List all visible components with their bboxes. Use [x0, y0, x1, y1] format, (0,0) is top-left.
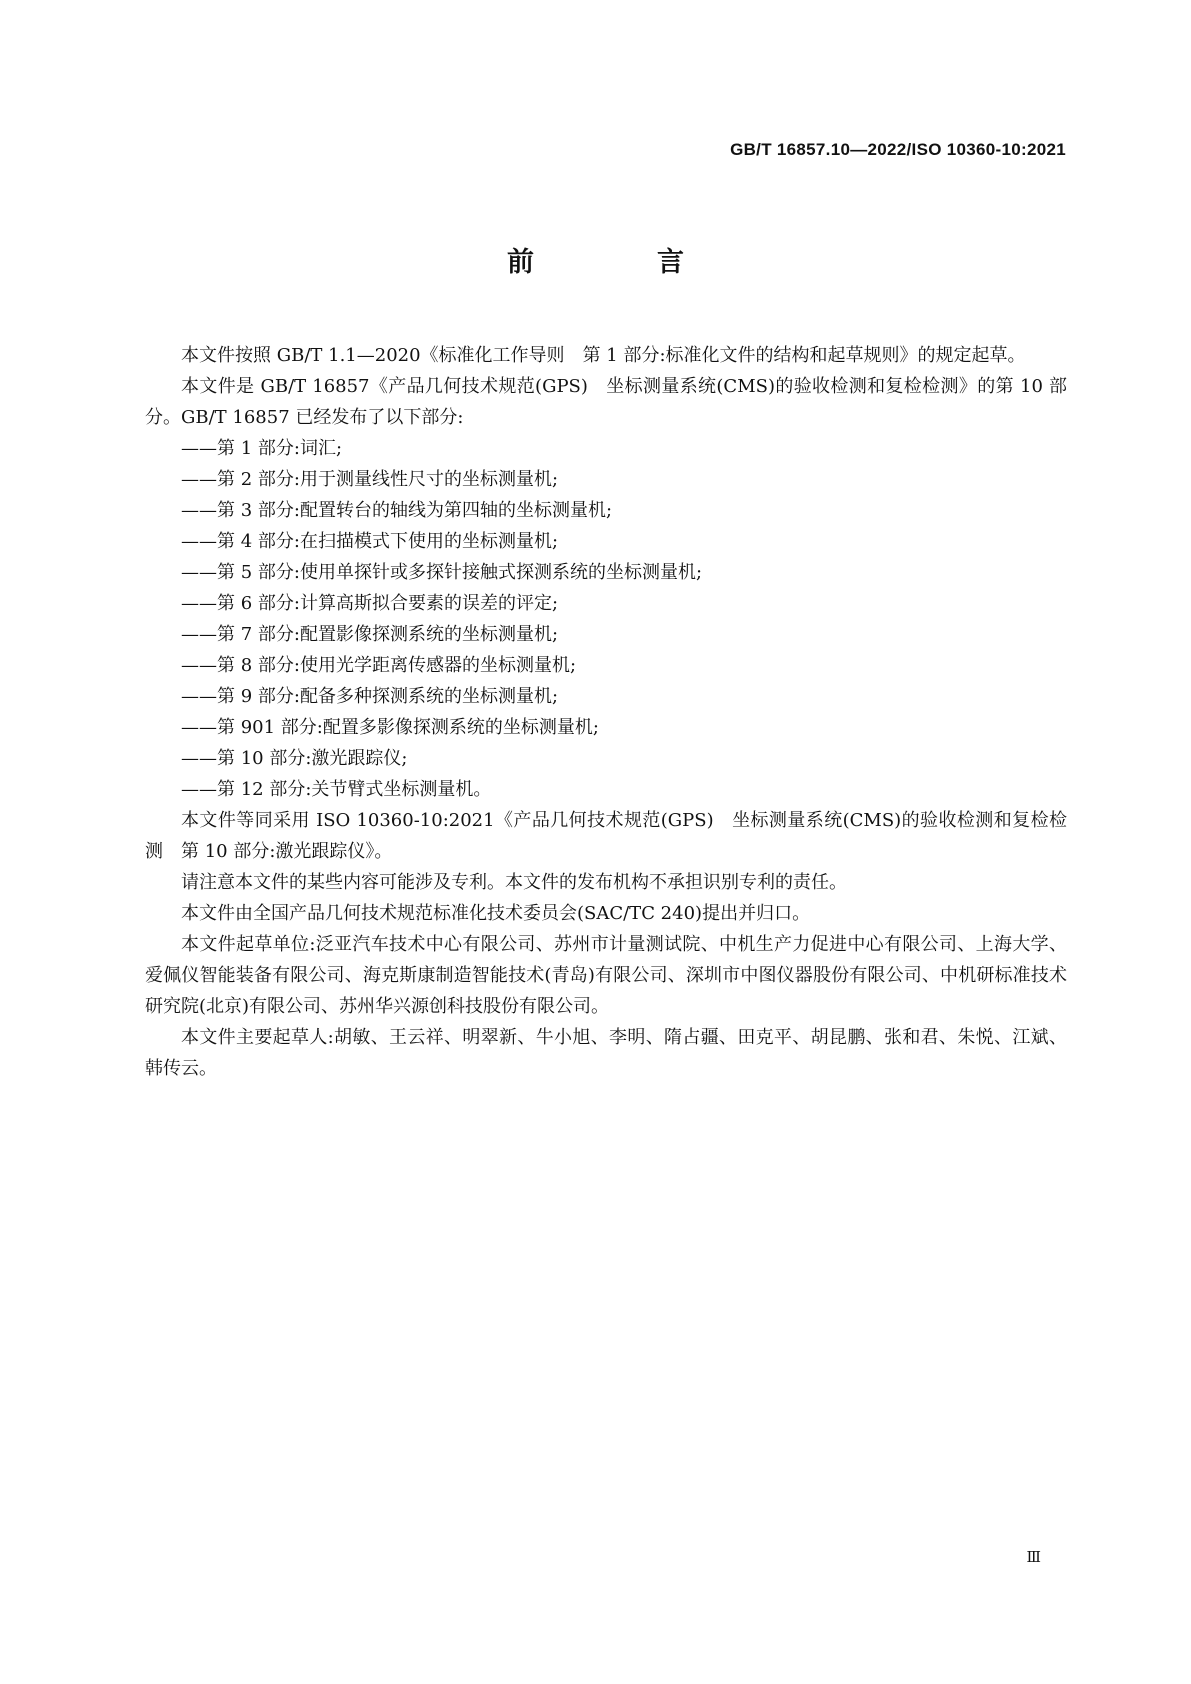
list-item: ——第 901 部分:配置多影像探测系统的坐标测量机;: [181, 717, 599, 738]
list-item: ——第 9 部分:配备多种探测系统的坐标测量机;: [181, 686, 559, 707]
paragraph-series: 本文件是 GB/T 16857《产品几何技术规范(GPS) 坐标测量系统(CMS)的验收检测和复检检测》的第 10 部分。GB/T 16857 已经发布了以下部分:: [145, 376, 1067, 428]
page-number: Ⅲ: [1026, 1548, 1041, 1566]
parts-list: [145, 433, 1067, 805]
paragraph-drafting-units: 本文件起草单位:泛亚汽车技术中心有限公司、苏州市计量测试院、中机生产力促进中心有限公司、上海大学、爱佩仪智能装备有限公司、海克斯康制造智能技术(青岛)有限公司、深圳市中图仪器股份有限公司、中机研标准技术研究院(北京)有限公司、苏州华兴源创科技股份有限公司。: [145, 934, 1067, 1017]
paragraph-equivalence: 本文件等同采用 ISO 10360-10:2021《产品几何技术规范(GPS) 坐标测量系统(CMS)的验收检测和复检检测 第 10 部分:激光跟踪仪》。: [145, 810, 1067, 862]
list-item: ——第 1 部分:词汇;: [181, 438, 343, 459]
list-item: ——第 7 部分:配置影像探测系统的坐标测量机;: [181, 624, 559, 645]
list-item: ——第 12 部分:关节臂式坐标测量机。: [181, 779, 492, 800]
paragraph-basis: 本文件按照 GB/T 1.1—2020《标准化工作导则 第 1 部分:标准化文件的结构和起草规则》的规定起草。: [181, 345, 1026, 366]
list-item: ——第 5 部分:使用单探针或多探针接触式探测系统的坐标测量机;: [181, 562, 703, 583]
list-item: ——第 3 部分:配置转台的轴线为第四轴的坐标测量机;: [181, 500, 613, 521]
preface-body: [145, 340, 1067, 1084]
paragraph-drafters: 本文件主要起草人:胡敏、王云祥、明翠新、牛小旭、李明、隋占疆、田克平、胡昆鹏、张和君、朱悦、江斌、韩传云。: [145, 1027, 1067, 1079]
list-item: ——第 2 部分:用于测量线性尺寸的坐标测量机;: [181, 469, 559, 490]
document-code: GB/T 16857.10—2022/ISO 10360-10:2021: [730, 140, 1066, 159]
page-title: 前 言: [507, 247, 732, 278]
list-item: ——第 4 部分:在扫描模式下使用的坐标测量机;: [181, 531, 559, 552]
list-item: ——第 8 部分:使用光学距离传感器的坐标测量机;: [181, 655, 577, 676]
paragraph-patent: 请注意本文件的某些内容可能涉及专利。本文件的发布机构不承担识别专利的责任。: [181, 872, 847, 893]
list-item: ——第 10 部分:激光跟踪仪;: [181, 748, 408, 769]
list-item: ——第 6 部分:计算高斯拟合要素的误差的评定;: [181, 593, 559, 614]
paragraph-committee: 本文件由全国产品几何技术规范标准化技术委员会(SAC/TC 240)提出并归口。: [181, 903, 811, 924]
